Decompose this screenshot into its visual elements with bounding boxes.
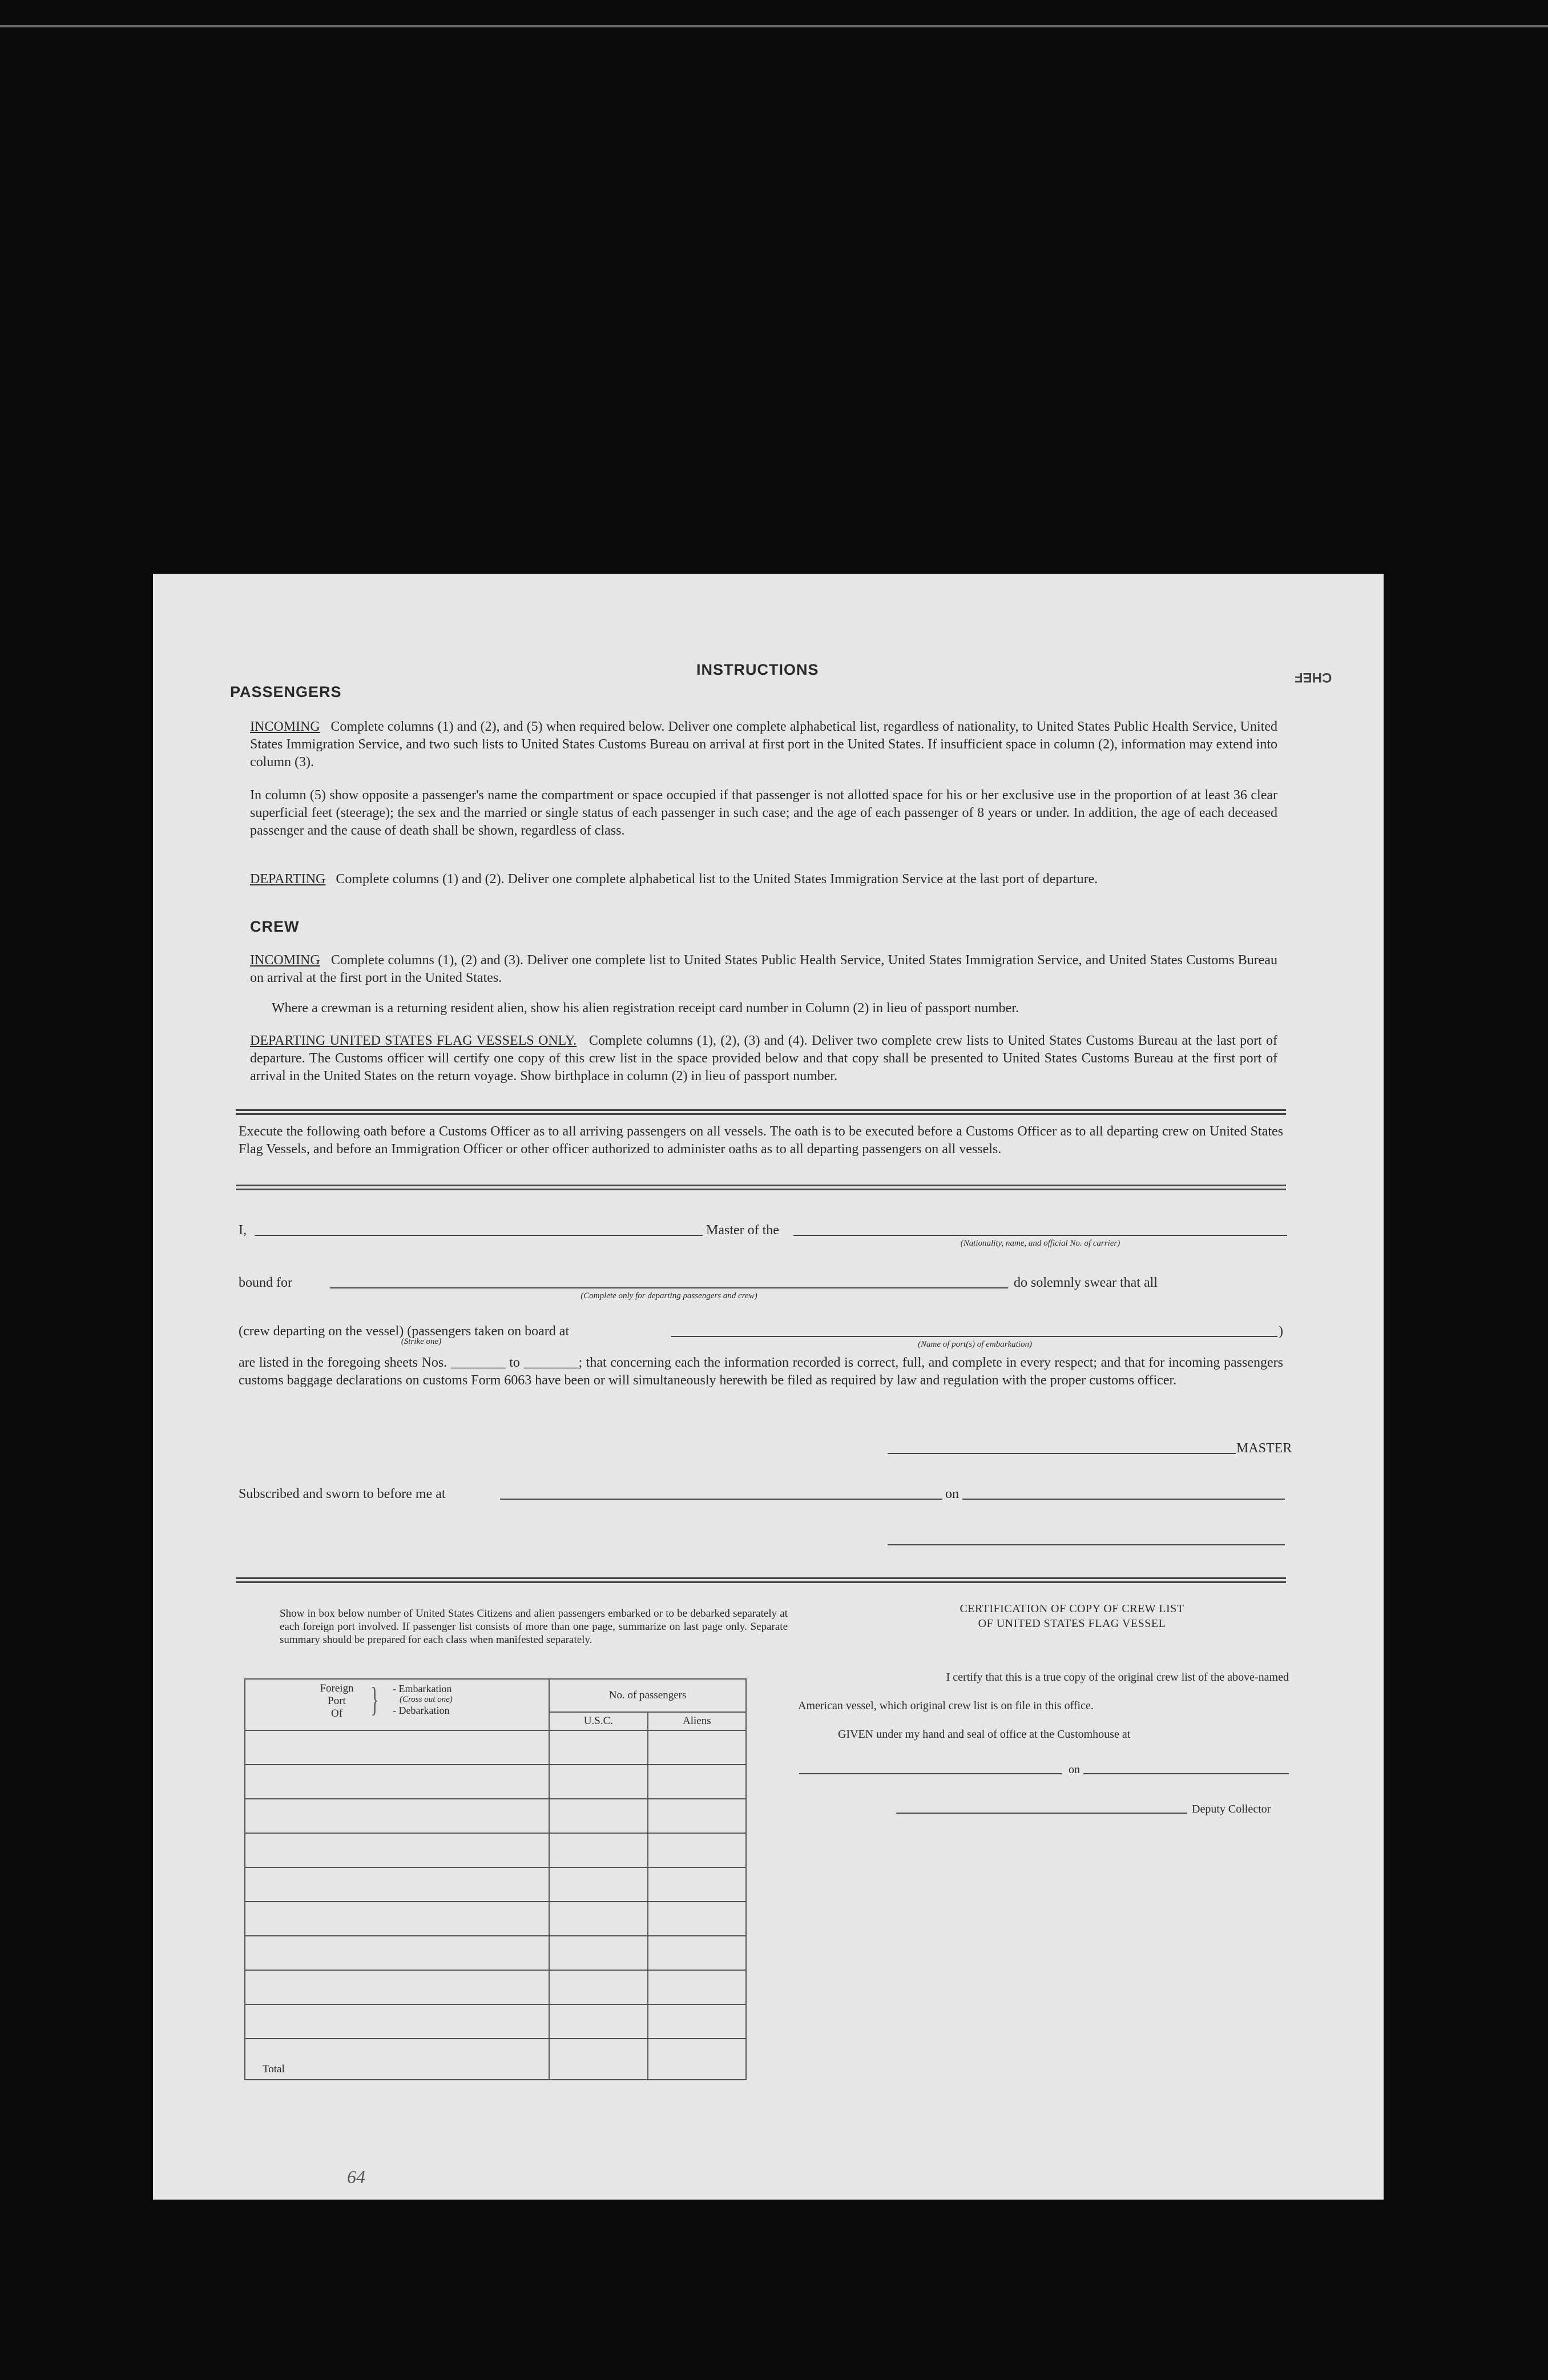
summary-port-cell[interactable] — [245, 1936, 549, 1970]
swear-label: do solemnly swear that all — [1014, 1275, 1158, 1290]
port-label-foreign: Foreign — [320, 1682, 354, 1694]
summary-aliens-cell[interactable] — [648, 1902, 746, 1936]
close-paren: ) — [1279, 1324, 1283, 1339]
carrier-field-note: (Nationality, name, and official No. of carrier) — [960, 1239, 1120, 1248]
deputy-signature-field[interactable] — [896, 1813, 1187, 1814]
divider-rule — [236, 1185, 1286, 1190]
summary-aliens-cell[interactable] — [648, 1936, 746, 1970]
deputy-collector-label: Deputy Collector — [1192, 1803, 1271, 1815]
crew-departing-text: Complete columns (1), (2), (3) and (4). Deliver two complete crew lists to United States Customs Bureau at the last port of departure. The Customs officer will certify one copy of this crew list in the space provided below and that copy shall be presented to United States Customs Bureau at the first port of arrival in the United States on the return voyage. Show birthplace in column (2) in lieu of passport number. — [250, 1033, 1278, 1084]
total-aliens-cell[interactable] — [648, 2039, 746, 2080]
passengers-departing-text: Complete columns (1) and (2). Deliver one complete alphabetical list to the United States Immigration Service at the last port of departure. — [336, 872, 1098, 887]
summary-instructions: Show in box below number of United States Citizens and alien passengers embarked or to be debarked separately at each foreign port involved. If passenger list consists of more than one page, summarize on last page only. Separate summary should be prepared for each class when manifested separately. — [280, 1608, 788, 1646]
passengers-column5-text: In column (5) show opposite a passenger's name the compartment or space occupied if that passenger is not allotted space for his or her exclusive use in the proportion of at least 36 clear superficial feet (steerage); the sex and the married or single status of each passenger in such case; and the age of each passenger of 8 years or under. In addition, the age of each deceased passenger and the cause of death shall be shown, regardless of class. — [250, 788, 1277, 838]
port-header-cell — [245, 1679, 549, 1730]
total-label: Total — [263, 2063, 285, 2075]
certification-date-field[interactable] — [1083, 1773, 1289, 1774]
master-label: MASTER — [1236, 1441, 1292, 1456]
debarkation-option[interactable]: - Debarkation — [393, 1705, 450, 1716]
passengers-departing-paragraph — [250, 871, 1277, 888]
divider-rule — [236, 1577, 1286, 1583]
summary-usc-cell[interactable] — [549, 1867, 647, 1902]
aliens-label: Aliens — [682, 1715, 711, 1727]
oath-i-label: I, — [239, 1223, 247, 1238]
embarkation-port-field[interactable] — [671, 1336, 1277, 1337]
summary-port-cell[interactable] — [245, 1799, 549, 1833]
page-title: INSTRUCTIONS — [696, 661, 819, 678]
summary-port-cell[interactable] — [245, 2004, 549, 2039]
subscribed-label: Subscribed and sworn to before me at — [239, 1487, 446, 1501]
summary-aliens-cell[interactable] — [648, 1730, 746, 1765]
bound-for-note: (Complete only for departing passengers and crew) — [580, 1291, 757, 1300]
summary-port-cell[interactable] — [245, 1902, 549, 1936]
summary-usc-cell[interactable] — [549, 1765, 647, 1799]
form-page — [153, 574, 1384, 2200]
certification-line2: American vessel, which original crew list is on file in this office. — [798, 1700, 1094, 1712]
oath-intro: Execute the following oath before a Customs Officer as to all arriving passengers on all vessels. The oath is to be executed before a Customs Officer as to all departing crew on United States Flag Vessels, and before an Immigration Officer or other officer authorized to administer oaths as to all departing passengers on all vessels. — [239, 1124, 1283, 1157]
summary-aliens-cell[interactable] — [648, 1833, 746, 1867]
certification-title-line1: CERTIFICATION OF COPY OF CREW LIST — [960, 1602, 1184, 1615]
crew-resident-text: Where a crewman is a returning resident alien, show his alien registration receipt card number in Column (2) in lieu of passport number. — [272, 1001, 1019, 1016]
crew-incoming-paragraph — [250, 952, 1277, 987]
summary-port-cell[interactable] — [245, 1867, 549, 1902]
no-passengers-label: No. of passengers — [550, 1680, 745, 1713]
customhouse-field[interactable] — [799, 1773, 1062, 1774]
summary-usc-cell[interactable] — [549, 1730, 647, 1765]
handwritten-page-number: 64 — [347, 2166, 365, 2187]
certification-line3: GIVEN under my hand and seal of office at the Customhouse at — [838, 1728, 1131, 1741]
brace-glyph: } — [370, 1681, 379, 1718]
bound-for-label: bound for — [239, 1275, 292, 1290]
certification-title — [866, 1601, 1277, 1631]
passengers-departing-label: DEPARTING — [250, 872, 326, 887]
certification-line1: I certify that this is a true copy of the original crew list of the above-named — [946, 1671, 1289, 1684]
master-name-field[interactable] — [255, 1235, 703, 1236]
crew-incoming-label: INCOMING — [250, 953, 320, 968]
summary-table-wrap — [244, 1678, 747, 2080]
carrier-field[interactable] — [793, 1235, 1287, 1236]
summary-aliens-cell[interactable] — [648, 1799, 746, 1833]
sworn-date-field[interactable] — [962, 1499, 1285, 1500]
sworn-on-label: on — [945, 1487, 959, 1501]
passengers-column5-paragraph — [250, 787, 1277, 840]
passenger-count-header — [549, 1679, 746, 1730]
summary-usc-cell[interactable] — [549, 1936, 647, 1970]
officer-signature-field[interactable] — [888, 1544, 1285, 1545]
passengers-incoming-paragraph — [250, 718, 1277, 771]
summary-usc-cell[interactable] — [549, 1799, 647, 1833]
summary-aliens-cell[interactable] — [648, 2004, 746, 2039]
port-label-port: Port — [328, 1695, 346, 1707]
cross-out-note: (Cross out one) — [400, 1695, 453, 1704]
sheets-statement: are listed in the foregoing sheets Nos. ________ to ________; that concerning each the information recorded is correct, full, and complete in every respect; and that for incoming passengers customs baggage declarations on customs Form 6063 have been or will simultaneously herewith be filed as required by law and regulation with the proper customs officer. — [239, 1355, 1283, 1388]
total-usc-cell[interactable] — [549, 2039, 647, 2080]
summary-port-cell[interactable] — [245, 1970, 549, 2004]
divider-rule — [236, 1109, 1286, 1115]
summary-port-cell[interactable] — [245, 1765, 549, 1799]
embarkation-port-note: (Name of port(s) of embarkation) — [918, 1340, 1032, 1349]
passenger-summary-table — [244, 1678, 747, 2080]
embarkation-option[interactable]: - Embarkation — [393, 1683, 452, 1694]
summary-usc-cell[interactable] — [549, 1833, 647, 1867]
passengers-heading: PASSENGERS — [230, 683, 342, 700]
summary-aliens-cell[interactable] — [648, 1970, 746, 2004]
summary-usc-cell[interactable] — [549, 1902, 647, 1936]
crew-incoming-text: Complete columns (1), (2) and (3). Deliver one complete list to United States Public Health Service, United States Immigration Service, and United States Customs Bureau on arrival at the first port in the United States. — [250, 953, 1278, 985]
passengers-incoming-text: Complete columns (1) and (2), and (5) when required below. Deliver one complete alphabetical list, regardless of nationality, to United States Public Health Service, United States Immigration Service, and two such lists to United States Customs Bureau on arrival at first port in the United States. If insufficient space in column (2), information may extend into column (3). — [250, 719, 1278, 770]
master-of-label: Master of the — [706, 1223, 779, 1238]
summary-usc-cell[interactable] — [549, 1970, 647, 2004]
crew-resident-paragraph — [272, 1000, 1277, 1017]
corner-stamp: CHEF — [1295, 670, 1332, 685]
bound-for-field[interactable] — [330, 1287, 1008, 1288]
summary-aliens-cell[interactable] — [648, 1867, 746, 1902]
total-label-cell — [245, 2039, 549, 2080]
sworn-place-field[interactable] — [500, 1499, 942, 1500]
master-signature-field[interactable] — [888, 1453, 1236, 1454]
port-label-of: Of — [330, 1708, 343, 1719]
certification-on-label: on — [1069, 1763, 1080, 1776]
passengers-incoming-label: INCOMING — [250, 719, 320, 734]
summary-aliens-cell[interactable] — [648, 1765, 746, 1799]
crew-departing-paragraph — [250, 1032, 1277, 1085]
summary-port-cell[interactable] — [245, 1833, 549, 1867]
summary-port-cell[interactable] — [245, 1730, 549, 1765]
usc-label: U.S.C. — [550, 1713, 648, 1730]
crew-heading: CREW — [250, 918, 300, 935]
certification-title-line2: OF UNITED STATES FLAG VESSEL — [978, 1617, 1166, 1630]
crew-departing-label: DEPARTING UNITED STATES FLAG VESSELS ONLY. — [250, 1033, 577, 1048]
strike-one-note: (Strike one) — [401, 1337, 442, 1346]
crew-departing-label: (crew departing on the vessel) (passengers taken on board at — [239, 1324, 570, 1339]
film-edge-line — [0, 25, 1548, 27]
summary-usc-cell[interactable] — [549, 2004, 647, 2039]
